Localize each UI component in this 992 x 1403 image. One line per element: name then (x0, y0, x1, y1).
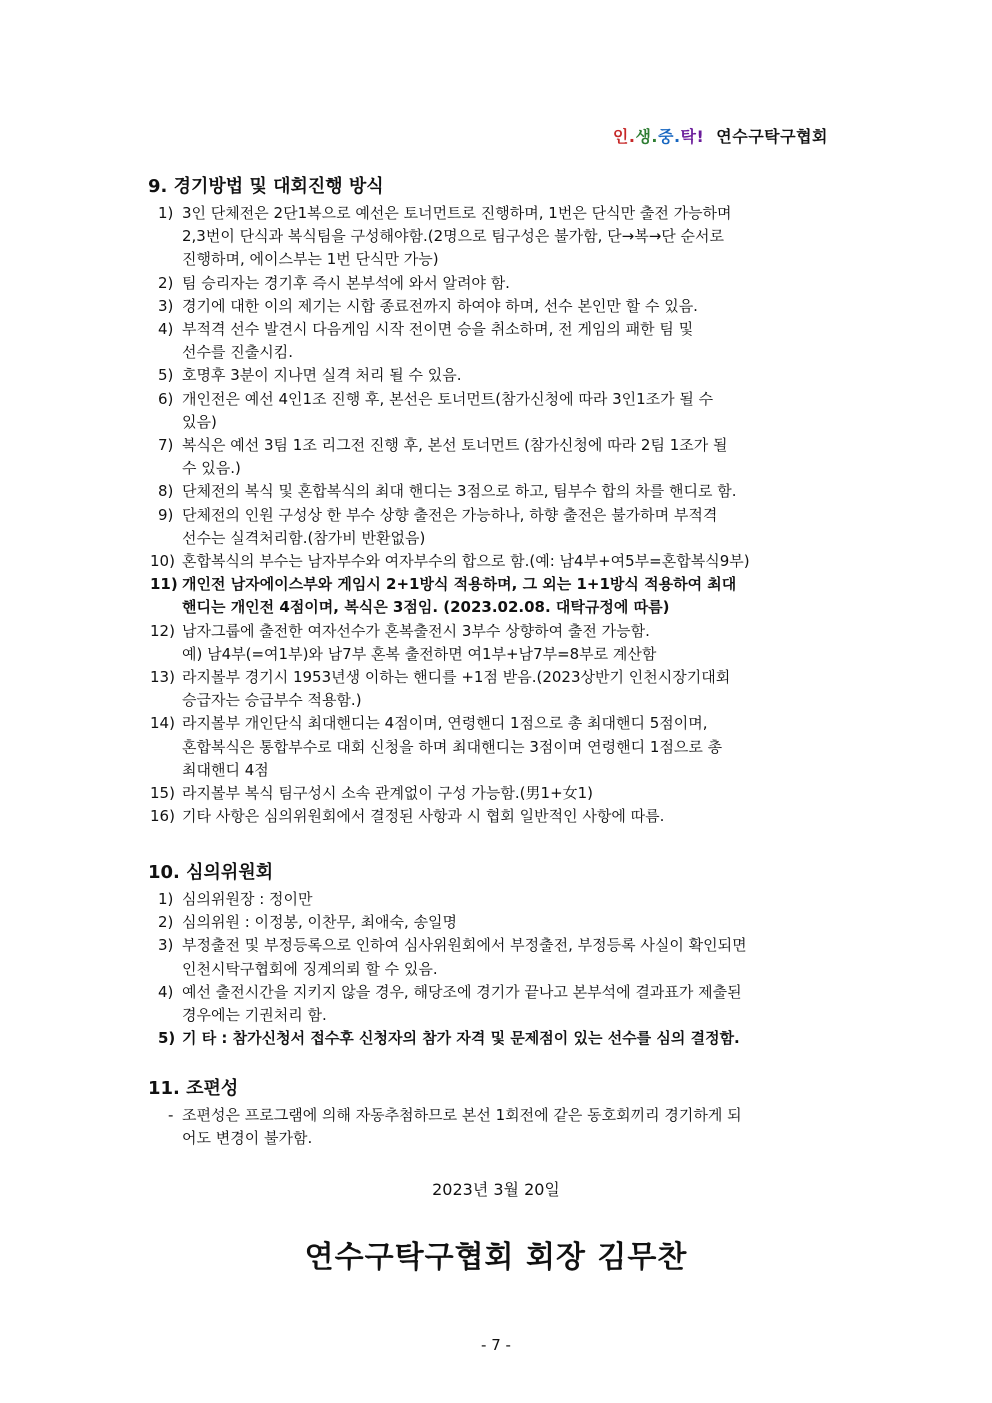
list-item (148, 666, 858, 712)
list-item (148, 981, 858, 1027)
section-9-title: 9. 경기방법 및 대회진행 방식 (148, 176, 384, 197)
item-line: 예) 남4부(=여1부)와 남7부 혼복 출전하면 여1부+남7부=8부로 계산함 (182, 644, 657, 663)
item-line: 선수는 실격처리함.(참가비 반환없음) (182, 528, 426, 547)
item-number: 3) (158, 296, 174, 315)
list-item (148, 712, 858, 782)
list-item (148, 364, 858, 387)
item-line: 승급자는 승급부수 적용함.) (182, 691, 362, 710)
list-item (148, 202, 858, 272)
slogan-part-4: 탁! (680, 127, 705, 146)
item-number: 2) (158, 273, 174, 292)
section-11-list (148, 1104, 858, 1150)
item-line: 라지볼부 개인단식 최대핸디는 4점이며, 연령핸디 1점으로 총 최대핸디 5점이며, (182, 714, 708, 733)
item-line: 부적격 선수 발견시 다음게임 시작 전이면 승을 취소하며, 전 게임의 패한 팀 및 (182, 320, 694, 339)
list-item (148, 805, 858, 828)
item-line: 복식은 예선 3팀 1조 리그전 진행 후, 본선 토너먼트 (참가신청에 따라 2팀 1조가 될 (182, 436, 728, 455)
section-9-list (148, 202, 858, 828)
item-line: 어도 변경이 불가함. (182, 1129, 313, 1148)
item-number: 4) (158, 320, 174, 339)
item-line: 남자그룹에 출전한 여자선수가 혼복출전시 3부수 상향하여 출전 가능함. (182, 621, 650, 640)
item-number: 6) (158, 389, 174, 408)
item-number: 13) (150, 668, 175, 687)
document-date: 2023년 3월 20일 (432, 1180, 560, 1199)
list-item (148, 573, 858, 619)
item-line: 혼합복식의 부수는 남자부수와 여자부수의 합으로 함.(예: 남4부+여5부=혼합복식9부) (182, 552, 750, 571)
section-10-title: 10. 심의위원회 (148, 862, 274, 883)
item-line: 경우에는 기권처리 함. (182, 1006, 327, 1025)
item-number: 5) (158, 366, 174, 385)
item-line: 선수를 진출시킴. (182, 343, 293, 362)
item-line: 인천시탁구협회에 징계의뢰 할 수 있음. (182, 959, 438, 978)
list-item (148, 1027, 858, 1050)
item-line: 진행하며, 에이스부는 1번 단식만 가능) (182, 250, 439, 269)
list-item (148, 434, 858, 480)
item-line: 개인전은 예선 4인1조 진행 후, 본선은 토너먼트(참가신청에 따라 3인1조가 될 수 (182, 389, 714, 408)
item-number: 11) (150, 575, 178, 594)
item-line: 심의위원 : 이정봉, 이찬무, 최애숙, 송일명 (182, 913, 458, 932)
item-line: 수 있음.) (182, 459, 241, 478)
list-item (148, 388, 858, 434)
item-number: 12) (150, 621, 175, 640)
item-number: 14) (150, 714, 175, 733)
slogan-part-1: 인. (612, 127, 636, 146)
section-10-list (148, 888, 858, 1050)
list-item (148, 782, 858, 805)
page-number: - 7 - (481, 1336, 511, 1354)
item-line: 기 타 : 참가신청서 접수후 신청자의 참가 자격 및 문제점이 있는 선수를 심의 결정함. (182, 1029, 740, 1048)
list-item (148, 934, 858, 980)
item-number: 5) (158, 1029, 176, 1048)
item-line: 경기에 대한 이의 제기는 시합 종료전까지 하여야 하며, 선수 본인만 할 수 있음. (182, 296, 698, 315)
list-item (148, 295, 858, 318)
item-number: 2) (158, 913, 174, 932)
item-line: 심의위원장 : 정이만 (182, 890, 313, 908)
item-line: 단체전의 인원 구성상 한 부수 상향 출전은 가능하나, 하향 출전은 불가하며 부적격 (182, 505, 718, 524)
list-item (148, 888, 858, 911)
item-line: 팀 승리자는 경기후 즉시 본부석에 와서 알려야 함. (182, 273, 510, 292)
item-number: - (168, 1106, 174, 1124)
item-line: 예선 출전시간을 지키지 않을 경우, 해당조에 경기가 끝나고 본부석에 결과표가 제출된 (182, 982, 742, 1001)
item-line: 혼합복식은 통합부수로 대회 신청을 하며 최대핸디는 3점이며 연령핸디 1점으로 총 (182, 737, 723, 756)
header-org-name: 연수구탁구협회 (716, 127, 828, 146)
list-item (148, 1104, 858, 1150)
list-item (148, 620, 858, 666)
section-11 (148, 1074, 858, 1150)
item-number: 4) (158, 982, 174, 1001)
item-line: 3인 단체전은 2단1복으로 예선은 토너먼트로 진행하며, 1번은 단식만 출전 가능하며 (182, 204, 732, 222)
list-item (148, 480, 858, 503)
item-line: 개인전 남자에이스부와 게임시 2+1방식 적용하며, 그 외는 1+1방식 적용하여 최대 (182, 575, 737, 594)
list-item (148, 911, 858, 934)
slogan-part-3: 중. (657, 127, 681, 146)
item-number: 1) (158, 204, 174, 222)
item-line: 호명후 3분이 지나면 실격 처리 될 수 있음. (182, 366, 462, 385)
signature-line: 연수구탁구협회 회장 김무찬 (304, 1240, 688, 1275)
item-number: 16) (150, 807, 175, 826)
item-number: 15) (150, 784, 175, 803)
item-line: 기타 사항은 심의위원회에서 결정된 사항과 시 협회 일반적인 사항에 따름. (182, 807, 665, 826)
item-line: 핸디는 개인전 4점이며, 복식은 3점임. (2023.02.08. 대탁규정에 따름) (182, 598, 670, 617)
item-line: 라지볼부 복식 팀구성시 소속 관계없이 구성 가능함.(男1+女1) (182, 784, 594, 803)
section-10 (148, 858, 858, 1050)
item-number: 9) (158, 505, 174, 524)
slogan-part-2: 생. (635, 127, 658, 146)
item-number: 8) (158, 482, 174, 501)
list-item (148, 504, 858, 550)
item-line: 라지볼부 경기시 1953년생 이하는 핸디를 +1점 받음.(2023상반기 인천시장기대회 (182, 668, 731, 687)
item-line: 조편성은 프로그램에 의해 자동추첨하므로 본선 1회전에 같은 동호회끼리 경기하게 되 (182, 1106, 742, 1124)
item-line: 단체전의 복식 및 혼합복식의 최대 핸디는 3점으로 하고, 팀부수 합의 차를 핸디로 함. (182, 482, 737, 501)
item-number: 10) (150, 552, 175, 571)
item-number: 3) (158, 936, 174, 955)
list-item (148, 272, 858, 295)
list-item (148, 318, 858, 364)
item-line: 있음) (182, 412, 217, 431)
page-header (613, 124, 828, 147)
item-line: 2,3번이 단식과 복식팀을 구성해야함.(2명으로 팀구성은 불가함, 단→복→단 순서로 (182, 227, 725, 246)
section-9 (148, 172, 858, 828)
item-line: 최대핸디 4점 (182, 760, 269, 779)
item-number: 1) (158, 890, 174, 908)
item-line: 부정출전 및 부정등록으로 인하여 심사위원회에서 부정출전, 부정등록 사실이 확인되면 (182, 936, 747, 955)
section-11-title: 11. 조편성 (148, 1078, 239, 1099)
item-number: 7) (158, 436, 174, 455)
list-item (148, 550, 858, 573)
